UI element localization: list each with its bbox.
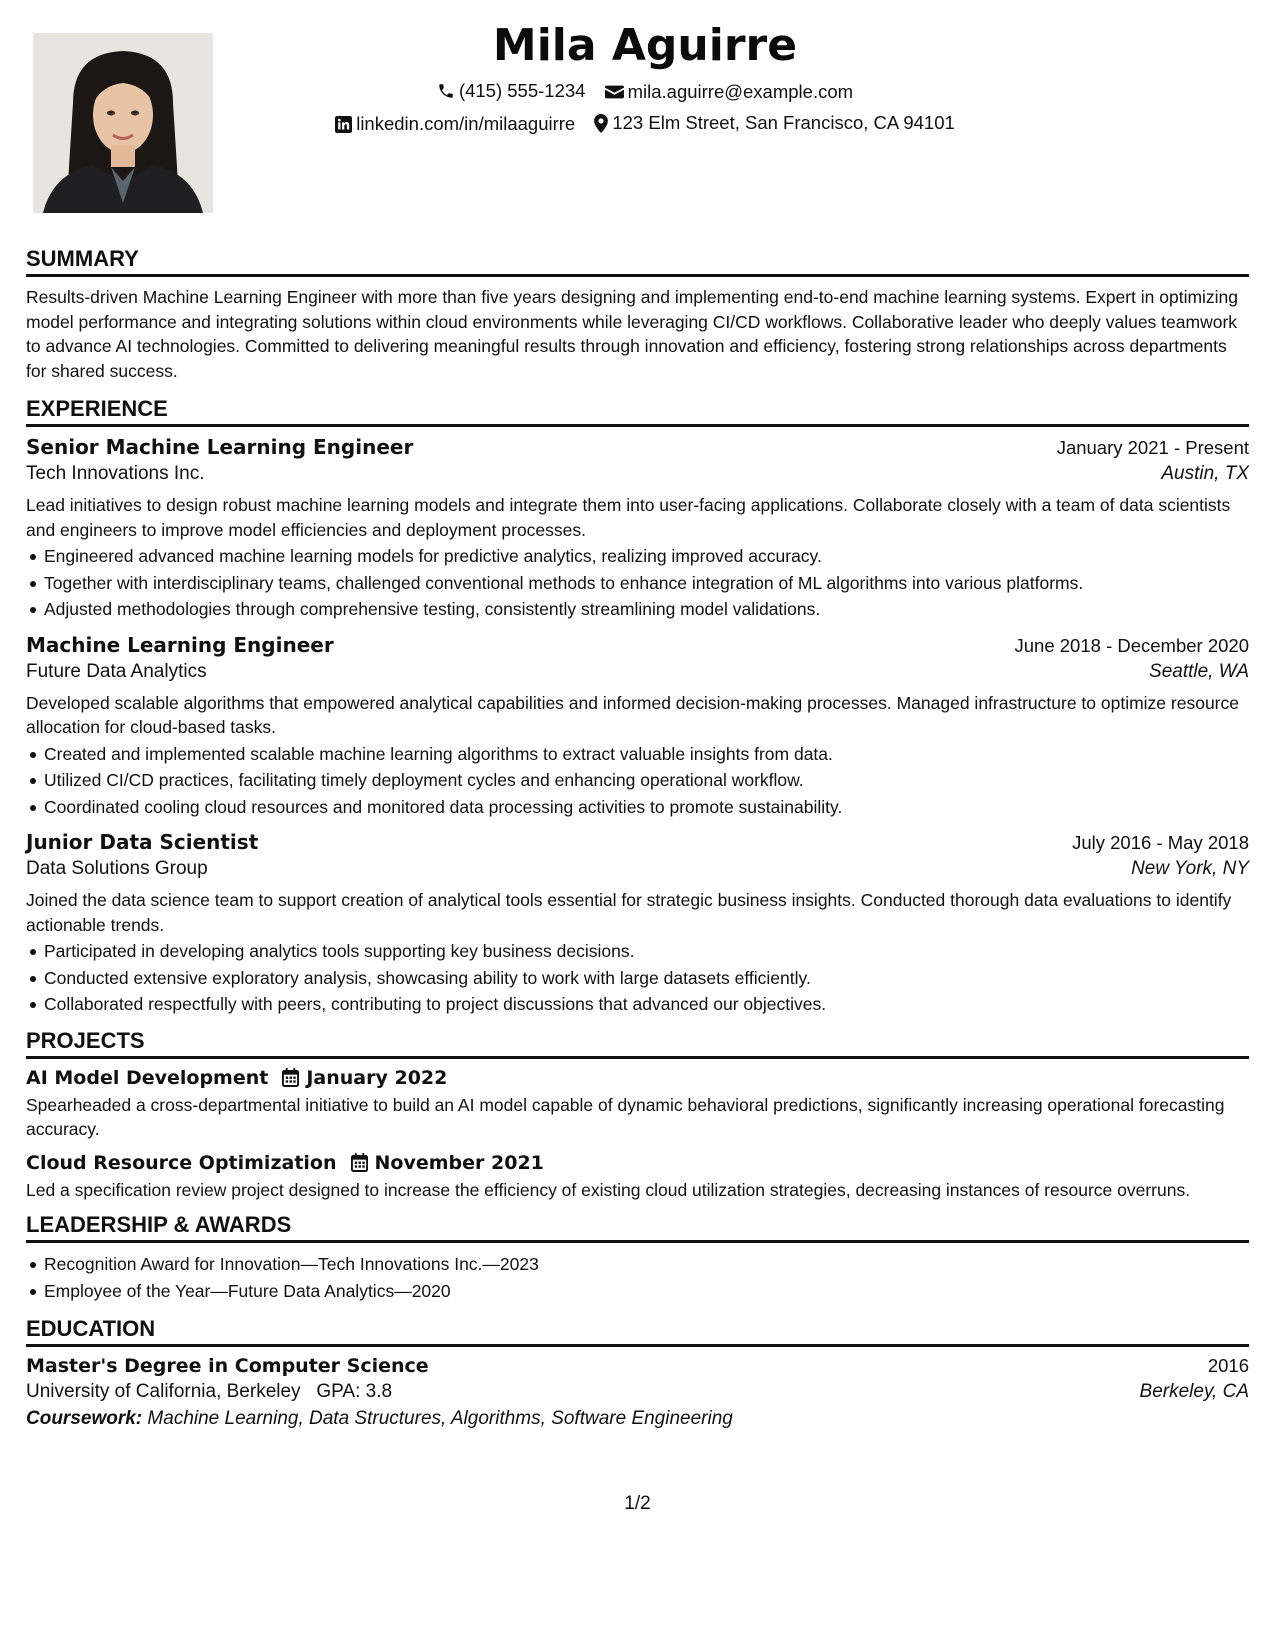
phone-icon	[437, 82, 455, 100]
school-location: Berkeley, CA	[1139, 1381, 1249, 1402]
list-item: Engineered advanced machine learning models for predictive analytics, realizing improved accuracy.	[26, 543, 1249, 570]
job-bullets	[26, 543, 1249, 623]
list-item: Adjusted methodologies through comprehensive testing, consistently streamlining model validations.	[26, 596, 1249, 623]
candidate-name: Mila Aguirre	[492, 20, 798, 71]
job-title: Senior Machine Learning Engineer	[26, 435, 414, 459]
list-item: Utilized CI/CD practices, facilitating timely deployment cycles and enhancing operational workflow.	[26, 767, 1249, 794]
project-entry	[26, 1152, 1249, 1203]
job-location: Seattle, WA	[1149, 660, 1249, 682]
section-divider	[26, 1240, 1249, 1243]
job-bullets	[26, 938, 1249, 1018]
project-name: Cloud Resource Optimization	[26, 1151, 337, 1174]
calendar-icon	[351, 1153, 368, 1172]
job-entry	[26, 633, 1249, 821]
school-info	[26, 1381, 392, 1403]
project-date: November 2021	[374, 1151, 544, 1174]
envelope-icon	[605, 84, 624, 100]
projects-heading: PROJECTS	[26, 1027, 145, 1053]
coursework	[26, 1408, 1249, 1430]
list-item: Together with interdisciplinary teams, challenged conventional methods to enhance integration of ML algorithms into various platforms.	[26, 570, 1249, 597]
section-divider	[26, 424, 1249, 427]
leadership-heading: LEADERSHIP & AWARDS	[26, 1212, 292, 1237]
degree-name: Master's Degree in Computer Science	[26, 1355, 429, 1377]
education-heading: EDUCATION	[26, 1316, 156, 1341]
project-entry	[26, 1067, 1249, 1142]
project-name: AI Model Development	[26, 1066, 269, 1089]
email-address: mila.aguirre@example.com	[627, 81, 854, 102]
job-location: Austin, TX	[1161, 463, 1249, 484]
summary-text: Results-driven Machine Learning Engineer with more than five years designing and implementing end-to-end machine learning systems. Expert in optimizing model performance and integrating solutions within cloud environments while leveraging CI/CD workflows. Collaborative leader who deeply values teamwork to advance AI technologies. Committed to delivering meaningful results through innovation and efficiency, fostering strong relationships across departments for shared success.	[26, 287, 1239, 381]
gpa: GPA: 3.8	[316, 1381, 393, 1402]
resume-body	[26, 246, 1249, 1430]
address-contact	[594, 112, 954, 134]
job-dates: January 2021 - Present	[1056, 437, 1249, 458]
linkedin-icon	[335, 116, 352, 133]
job-title: Machine Learning Engineer	[26, 632, 334, 657]
list-item: Participated in developing analytics tools supporting key business decisions.	[26, 938, 1249, 965]
list-item: Collaborated respectfully with peers, contributing to project discussions that advanced our objectives.	[26, 991, 1249, 1018]
list-item: Coordinated cooling cloud resources and monitored data processing activities to promote sustainability.	[26, 794, 1249, 821]
section-divider	[26, 274, 1249, 277]
coursework-list: Machine Learning, Data Structures, Algorithms, Software Engineering	[147, 1408, 733, 1429]
project-description: Spearheaded a cross-departmental initiative to build an AI model capable of dynamic behavioral predictions, significantly increasing operational forecasting accuracy.	[26, 1094, 1225, 1139]
street-address: 123 Elm Street, San Francisco, CA 94101	[612, 112, 955, 133]
email-contact[interactable]	[605, 81, 853, 103]
summary-section	[26, 246, 1249, 383]
list-item: Created and implemented scalable machine learning algorithms to extract valuable insights from data.	[26, 741, 1249, 768]
job-description: Lead initiatives to design robust machine learning models and integrate them into user-facing applications. Collaborate closely with a team of data scientists and engineers to improve model efficiencies and deployment processes.	[26, 495, 1231, 540]
graduation-year: 2016	[1207, 1355, 1249, 1376]
linkedin-url: linkedin.com/in/milaaguirre	[356, 113, 576, 134]
project-description: Led a specification review project designed to increase the efficiency of existing cloud utilization strategies, decreasing instances of resource overruns.	[26, 1179, 1191, 1200]
company-name: Future Data Analytics	[26, 660, 207, 682]
education-section	[26, 1316, 1249, 1430]
project-date: January 2022	[306, 1066, 448, 1089]
job-entry	[26, 435, 1249, 623]
linkedin-contact[interactable]	[335, 113, 575, 135]
map-pin-icon	[594, 114, 608, 133]
job-dates: June 2018 - December 2020	[1014, 634, 1249, 656]
job-title: Junior Data Scientist	[26, 830, 259, 854]
phone-contact[interactable]	[437, 80, 586, 102]
job-dates: July 2016 - May 2018	[1072, 832, 1249, 853]
job-bullets	[26, 741, 1249, 821]
job-entry	[26, 830, 1249, 1018]
projects-section	[26, 1028, 1249, 1203]
calendar-icon	[282, 1068, 299, 1087]
job-description: Developed scalable algorithms that empowered analytical capabilities and informed decision-making processes. Managed infrastructure to optimize resource allocation for cloud-based tasks.	[26, 692, 1239, 737]
company-name: Data Solutions Group	[26, 858, 208, 879]
section-divider	[26, 1056, 1249, 1059]
contact-row-1	[0, 80, 1275, 105]
section-divider	[26, 1344, 1249, 1347]
school-name: University of California, Berkeley	[26, 1381, 301, 1402]
leadership-section	[26, 1212, 1249, 1304]
experience-section	[26, 396, 1249, 1018]
job-description: Joined the data science team to support creation of analytical tools essential for strategic business insights. Conducted thorough data evaluations to identify actionable trends.	[26, 890, 1232, 935]
awards-list	[26, 1251, 1249, 1304]
summary-heading: SUMMARY	[26, 246, 139, 271]
company-name: Tech Innovations Inc.	[26, 463, 205, 484]
list-item: Conducted extensive exploratory analysis, showcasing ability to work with large datasets efficiently.	[26, 965, 1249, 992]
contact-row-2	[0, 112, 1275, 138]
coursework-label: Coursework:	[26, 1408, 143, 1429]
job-location: New York, NY	[1131, 858, 1249, 879]
experience-heading: EXPERIENCE	[26, 396, 168, 421]
list-item: Employee of the Year—Future Data Analytics—2020	[26, 1278, 1249, 1305]
list-item: Recognition Award for Innovation—Tech Innovations Inc.—2023	[26, 1251, 1249, 1278]
phone-number: (415) 555-1234	[458, 80, 586, 101]
page-number: 1/2	[624, 1493, 651, 1514]
